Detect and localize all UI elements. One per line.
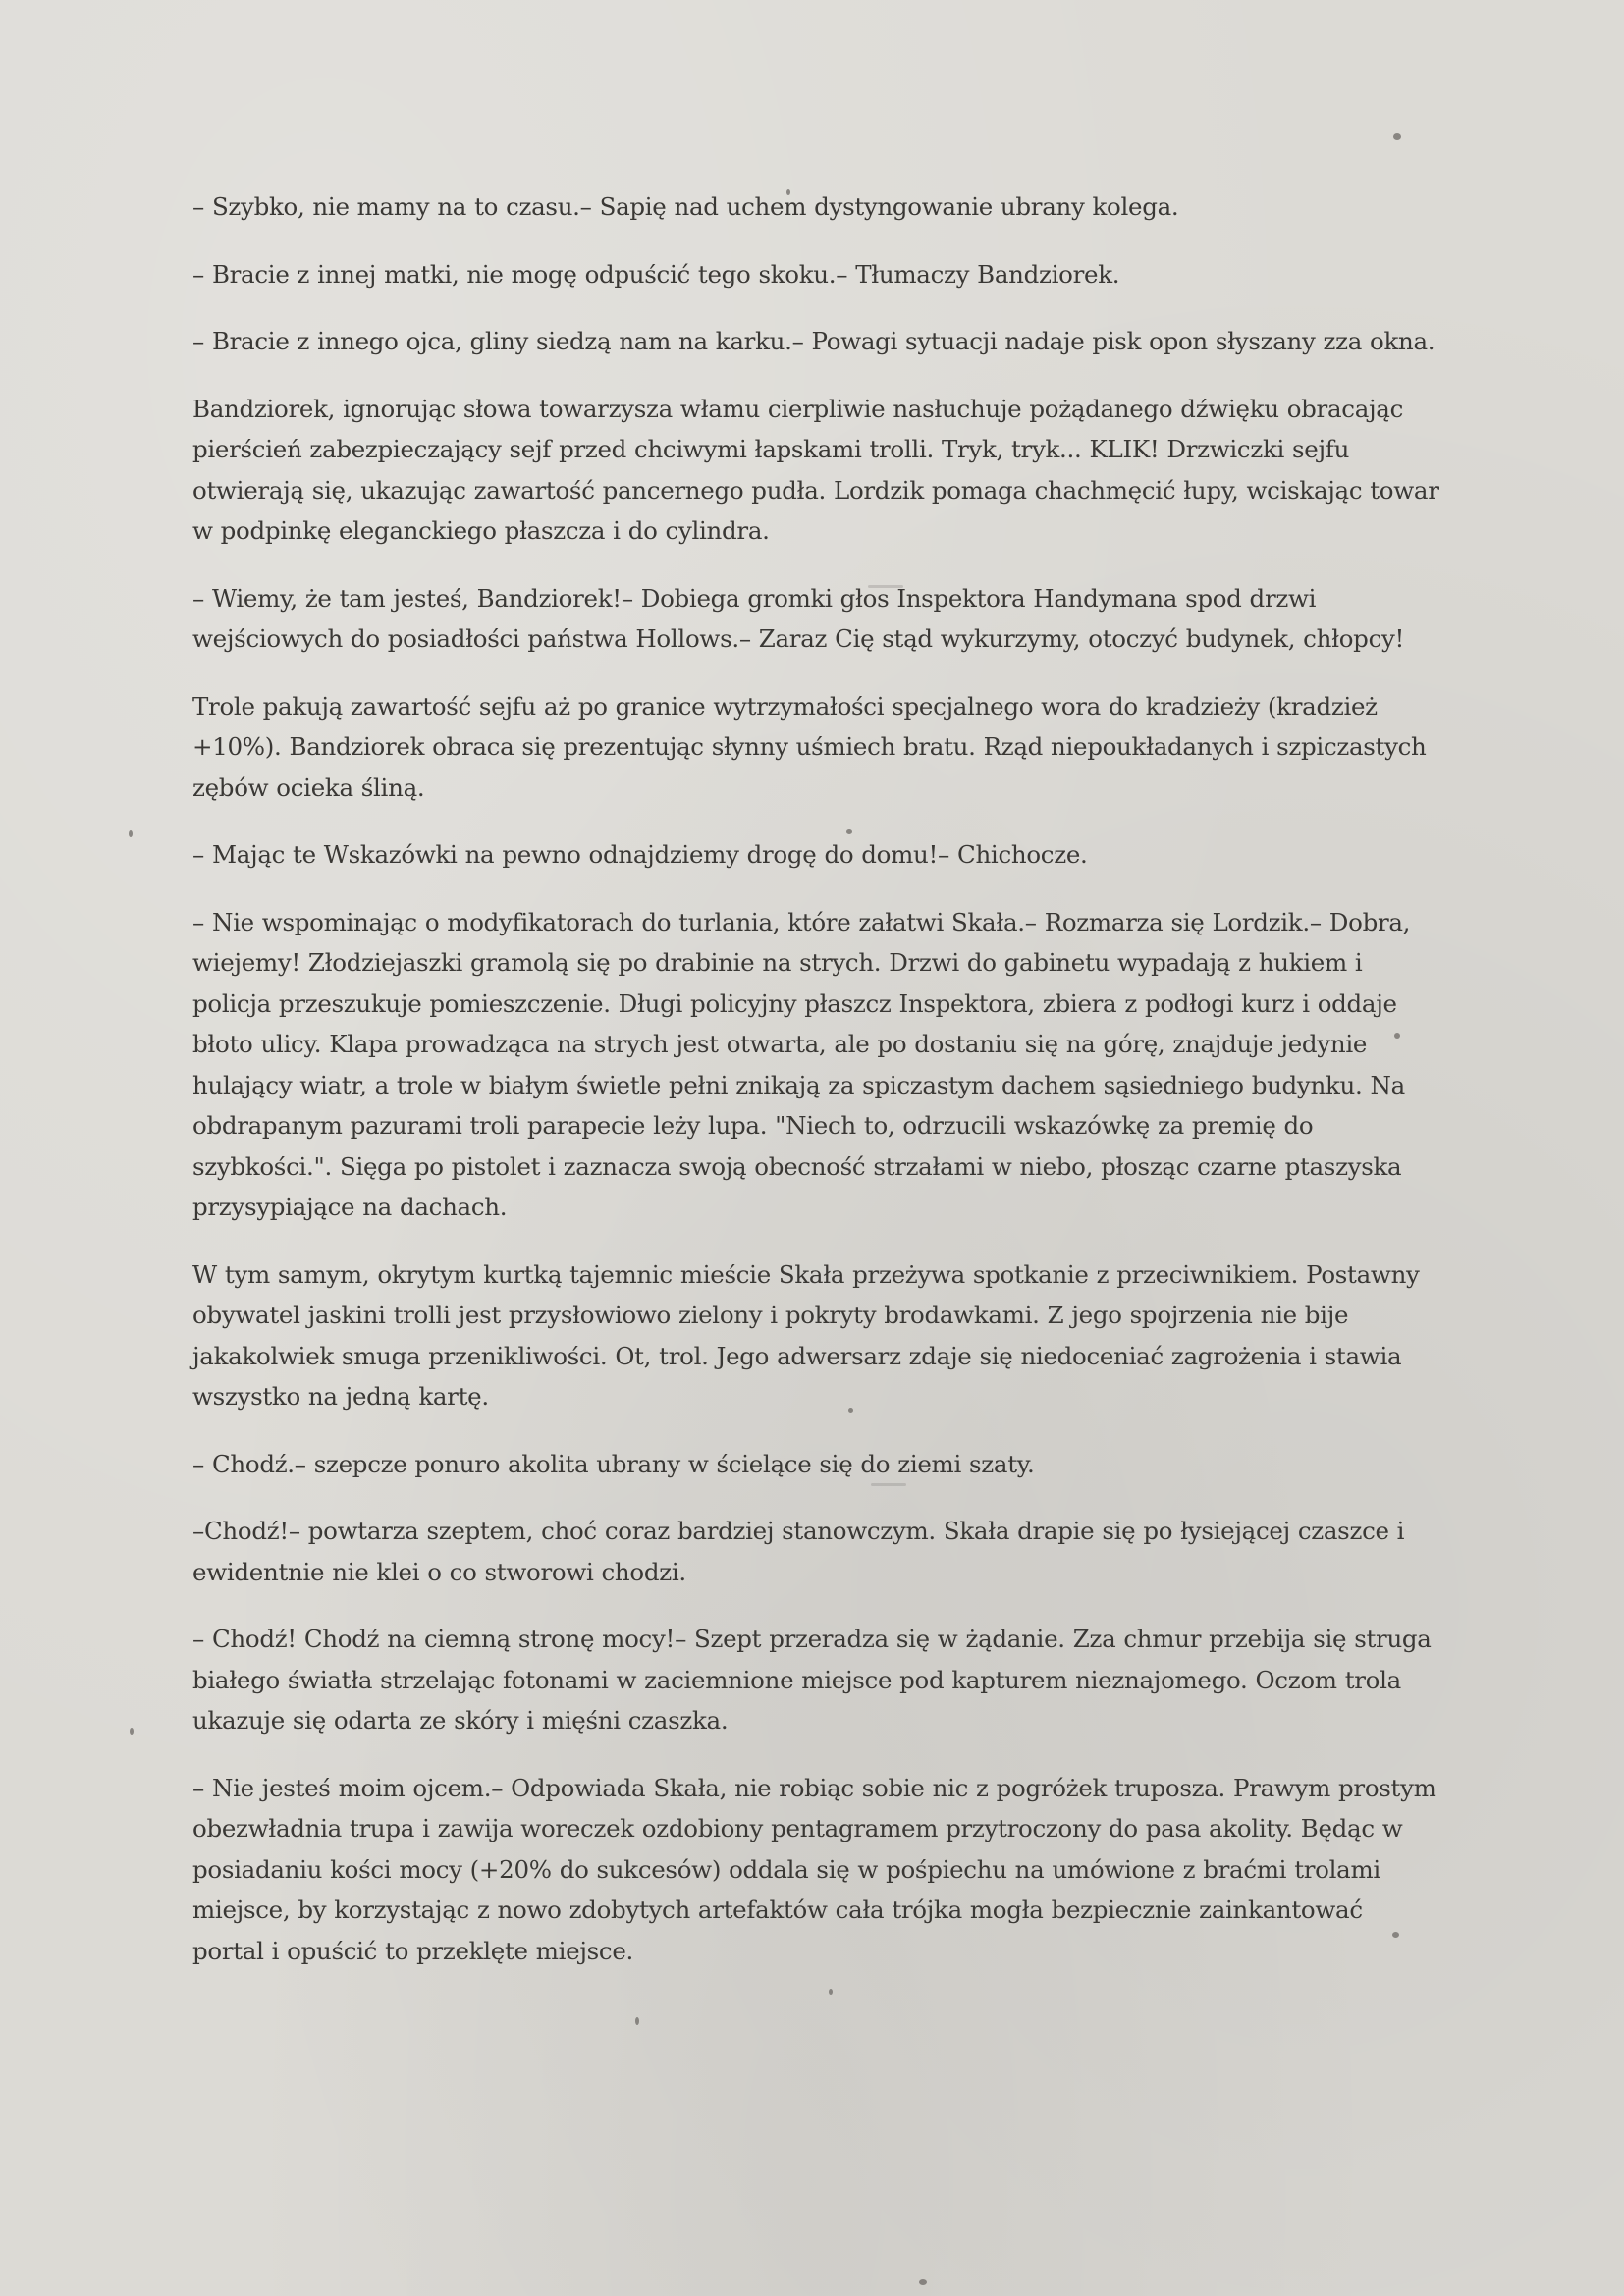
paper-speck: [635, 2017, 639, 2025]
paragraph: – Wiemy, że tam jesteś, Bandziorek!– Dobiega gromki głos Inspektora Handymana spod drzwi wejściowych do posiadłości państwa Hollows.– Zaraz Cię stąd wykurzymy, otoczyć budynek, chłopcy!: [192, 583, 1405, 653]
paragraph: – Szybko, nie mamy na to czasu.– Sapię nad uchem dystyngowanie ubrany kolega.: [192, 192, 1179, 221]
paragraph: –Chodź!– powtarza szeptem, choć coraz bardziej stanowczym. Skała drapie się po łysiejącej czaszce i ewidentnie nie klei o co stworowi chodzi.: [192, 1517, 1405, 1586]
paragraph: – Mając te Wskazówki na pewno odnajdziemy drogę do domu!– Chichocze.: [192, 840, 1088, 869]
paragraph: – Bracie z innej matki, nie mogę odpuścić tego skoku.– Tłumaczy Bandziorek.: [192, 259, 1120, 289]
paragraph: – Nie jesteś moim ojcem.– Odpowiada Skała, nie robiąc sobie nic z pogróżek truposza. Prawym prostym obezwładnia trupa i zawija woreczek ozdobiony pentagramem przytroczony do pasa akolity. Będąc w posiadaniu kości mocy (+20% do sukcesów) oddala się w pośpiechu na umówione z braćmi trolami miejsce, by korzystając z nowo zdobytych artefaktów cała trójka mogła bezpiecznie zainkantować portal i opuścić to przeklęte miejsce.: [192, 1773, 1436, 1965]
paper-speck: [1393, 133, 1401, 140]
paragraph: – Nie wspominając o modyfikatorach do turlania, które załatwi Skała.– Rozmarza się Lordzik.– Dobra, wiejemy! Złodziejaszki gramolą się po drabinie na strych. Drzwi do gabinetu wypadają z hukiem i policja przeszukuje pomieszczenie. Długi policyjny płaszcz Inspektora, zbiera z podłogi kurz i oddaje błoto ulicy. Klapa prowadząca na strych jest otwarta, ale po dostaniu się na górę, znajduje jedynie hulający wiatr, a trole w białym świetle pełni znikają za spiczastym dachem sąsiedniego budynku. Na obdrapanym pazurami troli parapecie leży lupa. "Niech to, odrzucili wskazówkę za premię do szybkości.". Sięga po pistolet i zaznacza swoją obecność strzałami w niebo, płosząc czarne ptaszyska przysypiające na dachach.: [192, 907, 1411, 1221]
paragraph: – Chodź.– szepcze ponuro akolita ubrany w ścielące się do ziemi szaty.: [192, 1449, 1035, 1478]
paper-speck: [130, 1728, 134, 1735]
paragraph: – Chodź! Chodź na ciemną stronę mocy!– Szept przeradza się w żądanie. Zza chmur przebija się struga białego światła strzelając fotonami w zaciemnione miejsce pod kapturem nieznajomego. Oczom trola ukazuje się odarta ze skóry i mięśni czaszka.: [192, 1625, 1432, 1735]
paper-speck: [919, 2279, 927, 2285]
document-body: [192, 187, 1439, 1998]
paragraph: W tym samym, okrytym kurtką tajemnic mieście Skała przeżywa spotkanie z przeciwnikiem. Postawny obywatel jaskini trolli jest przysłowiowo zielony i pokryty brodawkami. Z jego spojrzenia nie bije jakakolwiek smuga przenikliwości. Ot, trol. Jego adwersarz zdaje się niedoceniać zagrożenia i stawia wszystko na jedną kartę.: [192, 1259, 1420, 1411]
paragraph: Trole pakują zawartość sejfu aż po granice wytrzymałości specjalnego wora do kradzieży (kradzież +10%). Bandziorek obraca się prezentując słynny uśmiech bratu. Rząd niepoukładanych i szpiczastych zębów ocieka śliną.: [192, 691, 1427, 802]
paper-speck: [129, 830, 133, 837]
paragraph: – Bracie z innego ojca, gliny siedzą nam na karku.– Powagi sytuacji nadaje pisk opon słyszany zza okna.: [192, 327, 1435, 355]
paragraph: Bandziorek, ignorując słowa towarzysza włamu cierpliwie nasłuchuje pożądanego dźwięku obracając pierścień zabezpieczający sejf przed chciwymi łapskami trolli. Tryk, tryk... KLIK! Drzwiczki sejfu otwierają się, ukazując zawartość pancernego pudła. Lordzik pomaga chachmęcić łupy, wciskając towar w podpinkę eleganckiego płaszcza i do cylindra.: [192, 394, 1439, 545]
